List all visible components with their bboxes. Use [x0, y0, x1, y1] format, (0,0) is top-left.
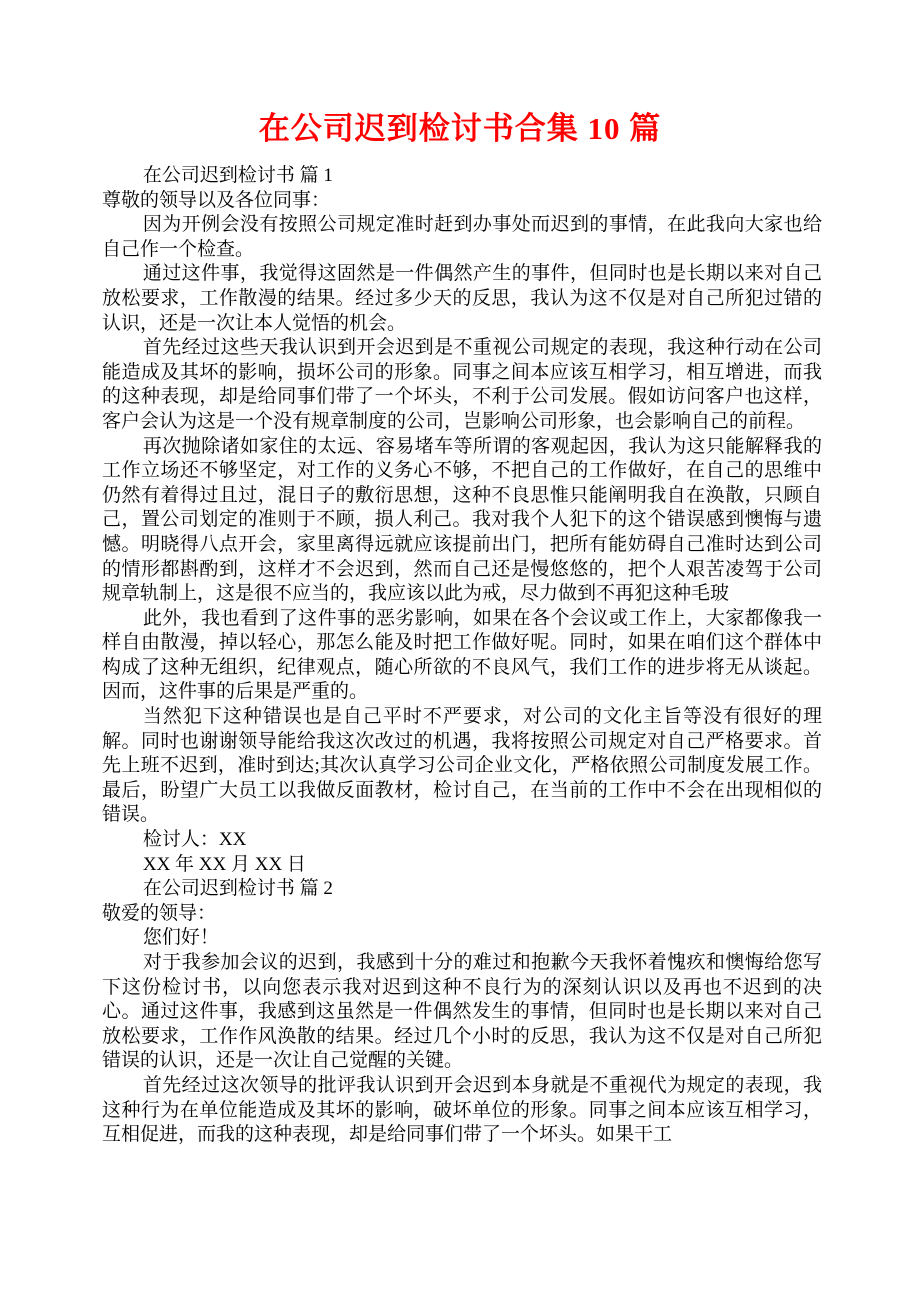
letter-1-paragraph: 再次抛除诸如家住的太远、容易堵车等所谓的客观起因，我认为这只能解释我的工作立场还不够坚定，对工作的义务心不够，不把自己的工作做好，在自己的思维中仍然有着得过且过，混日子的敷衍思想，这种不良思惟只能阐明我自在涣散，只顾自己，置公司划定的准则于不顾，损人利己。我对我个人犯下的这个错误感到懊悔与遗憾。明晓得八点开会，家里离得远就应该提前出门，把所有能妨碍自己准时达到公司的情形都斟酌到，这样才不会迟到，然而自己还是慢悠悠的，把个人艰苦凌驾于公司规章轨制上，这是很不应当的，我应该以此为戒，尽力做到不再犯这种毛玻 [102, 435, 822, 605]
letter-1-paragraph: 当然犯下这种错误也是自己平时不严要求，对公司的文化主旨等没有很好的理解。同时也谢谢领导能给我这次改过的机遇，我将按照公司规定对自己严格要求。首先上班不迟到，准时到达;其次认真学习公司企业文化，严格依照公司制度发展工作。最后，盼望广大员工以我做反面教材，检讨自己，在当前的工作中不会在出现相似的错误。 [102, 706, 822, 826]
letter-1-paragraph: 通过这件事，我觉得这固然是一件偶然产生的事件，但同时也是长期以来对自己放松要求，工作散漫的结果。经过多少天的反思，我认为这不仅是对自己所犯过错的认识，还是一次让本人觉悟的机会。 [102, 263, 822, 334]
letter-1-paragraph: 此外，我也看到了这件事的恶劣影响，如果在各个会议或工作上，大家都像我一样自由散漫，掉以轻心，那怎么能及时把工作做好呢。同时，如果在咱们这个群体中构成了这种无组织，纪律观点，随心所欲的不良风气，我们工作的进步将无从谈起。因而，这件事的后果是严重的。 [102, 607, 822, 703]
letter-1-salutation: 尊敬的领导以及各位同事： [102, 189, 331, 211]
letter-2-paragraph: 对于我参加会议的迟到，我感到十分的难过和抱歉今天我怀着愧疚和懊悔给您写下这份检讨书，以向您表示我对迟到这种不良行为的深刻认识以及再也不迟到的决心。通过这件事，我感到这虽然是一件偶然发生的事情，但同时也是长期以来对自己放松要求，工作作风涣散的结果。经过几个小时的反思，我认为这不仅是对自己所犯错误的认识，还是一次让自己觉醒的关键。 [102, 952, 822, 1072]
letter-1-signature: 检讨人：XX [142, 829, 247, 851]
letter-2-greeting: 您们好！ [142, 927, 219, 949]
document-title: 在公司迟到检讨书合集 10 篇 [258, 111, 662, 146]
document-body [102, 164, 822, 1148]
letter-1-paragraph: 首先经过这些天我认识到开会迟到是不重视公司规定的表现，我这种行动在公司能造成及其坏的影响，损坏公司的形象。同事之间本应该互相学习，相互增进，而我的这种表现，却是给同事们带了一个坏头，不利于公司发展。假如访问客户也这样，客户会认为这是一个没有规章制度的公司，岂影响公司形象，也会影响自己的前程。 [102, 337, 822, 432]
letter-2-heading: 在公司迟到检讨书 篇 2 [142, 878, 333, 900]
letter-1-paragraph: 因为开例会没有按照公司规定准时赶到办事处而迟到的事情，在此我向大家也给自己作一个检查。 [102, 214, 822, 260]
letter-2-salutation: 敬爱的领导： [102, 902, 217, 924]
letter-1-date: XX 年 XX 月 XX 日 [142, 853, 306, 875]
letter-1-heading: 在公司迟到检讨书 篇 1 [142, 165, 333, 186]
letter-2-paragraph: 首先经过这次领导的批评我认识到开会迟到本身就是不重视代为规定的表现，我这种行为在单位能造成及其坏的影响，破坏单位的形象。同事之间本应该互相学习，互相促进，而我的这种表现，却是给同事们带了一个坏头。如果干工 [102, 1074, 822, 1146]
